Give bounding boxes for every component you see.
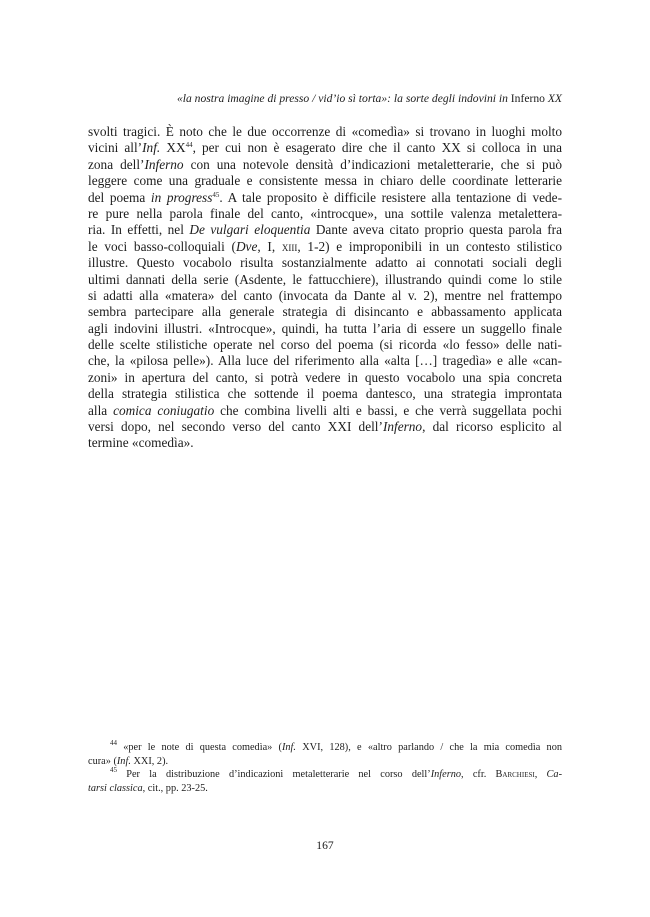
text: cura» ( bbox=[88, 755, 117, 767]
text: , per cui non è esagerato dire che il canto XX si colloca in una bbox=[192, 140, 563, 156]
text-italic: De vulgari eloquentia bbox=[189, 222, 311, 238]
body-line-20 bbox=[88, 435, 562, 451]
footnote-number: 44 bbox=[110, 739, 117, 747]
footnote-45-cont bbox=[88, 782, 562, 796]
page-number: 167 bbox=[316, 839, 334, 852]
text: illustre. Questo vocabolo risulta sostanzialmente adatto ai connotati sociali degli bbox=[88, 255, 562, 271]
text: , 1-2) e improponibili in un contesto stilistico bbox=[297, 238, 562, 254]
text-italic: Inferno bbox=[430, 769, 461, 781]
footnote-ref-45[interactable]: 45 bbox=[212, 190, 220, 199]
text: zoni» in apertura del canto, si potrà vedere in questo vocabolo una spia concreta bbox=[88, 369, 562, 385]
footnotes bbox=[88, 741, 562, 795]
footnote-number: 45 bbox=[110, 766, 117, 775]
text: Per la distribuzione d’indicazioni metaletterarie nel corso dell’ bbox=[117, 769, 431, 781]
text: , cit., pp. 23-25. bbox=[142, 782, 208, 794]
running-head-canto: XX bbox=[547, 92, 562, 105]
text: zona dell’ bbox=[88, 156, 145, 172]
footnote-ref-44[interactable]: 44 bbox=[185, 141, 193, 150]
text: delle scelte stilistiche operate nel corso del poema (si ricorda «lo fesso» delle nati- bbox=[88, 337, 562, 353]
body-line-4 bbox=[88, 173, 562, 189]
text: re pure nella parola finale del canto, «introcque», una sottile valenza metalettera- bbox=[88, 205, 562, 221]
text: si adatti alla «matera» del canto (invocata da Dante al v. 2), mentre nel frattempo bbox=[88, 287, 562, 303]
text-italic: Inferno bbox=[144, 156, 184, 172]
text: che combina livelli alti e bassi, e che verrà suggellata pochi bbox=[214, 402, 562, 418]
footnote-44-cont bbox=[88, 755, 562, 769]
body-line-19 bbox=[88, 419, 562, 435]
text: , bbox=[534, 769, 547, 781]
text-italic: tarsi classica bbox=[88, 782, 143, 794]
body-line-2 bbox=[88, 140, 562, 156]
body-line-17 bbox=[88, 386, 562, 402]
text: con una notevole densità d’indicazioni metaletterarie, che si può bbox=[183, 156, 562, 172]
body-line-7 bbox=[88, 222, 562, 238]
text: , cfr. bbox=[461, 769, 496, 781]
body-line-16 bbox=[88, 370, 562, 386]
footnote-44 bbox=[88, 741, 562, 755]
text: versi dopo, nel secondo verso del canto XXI dell’ bbox=[88, 419, 383, 435]
author-name: Barchiesi bbox=[495, 769, 535, 781]
text: , dal ricorso esplicito al bbox=[422, 419, 562, 435]
text-smallcaps: xiii bbox=[281, 238, 298, 254]
text: , I, bbox=[257, 238, 282, 254]
text: alla bbox=[88, 402, 114, 418]
text: . A tale proposito è difficile resistere alla tentazione di vede- bbox=[219, 189, 562, 205]
text: vicini all’ bbox=[88, 140, 143, 156]
text: che, la «pilosa pelle»). Alla luce del riferimento alla «alta […] tragedìa» e alle «can- bbox=[88, 353, 562, 369]
text-italic: Dve bbox=[235, 238, 258, 254]
body-line-15 bbox=[88, 353, 562, 369]
text-italic: Inf. bbox=[281, 742, 296, 753]
running-head bbox=[88, 92, 562, 106]
running-head-title: «la nostra imagine di presso / vid’io sì torta»: la sorte degli indovini in bbox=[176, 92, 508, 105]
text: sembra partecipare alla generale strategia di disincanto e abbassamento applicata bbox=[88, 304, 562, 320]
text: Dante aveva citato proprio questa parola fra bbox=[310, 222, 563, 238]
text-italic: Inferno bbox=[382, 419, 423, 435]
text: le voci basso-colloquiali ( bbox=[88, 238, 236, 254]
text-italic: Inf. bbox=[116, 755, 131, 767]
text-italic: Ca- bbox=[546, 769, 562, 781]
body-line-9 bbox=[88, 255, 562, 271]
body-paragraph bbox=[88, 124, 562, 452]
text-italic: in progress bbox=[150, 189, 213, 205]
text-italic: comica coniugatio bbox=[113, 402, 215, 418]
body-line-5 bbox=[88, 190, 562, 206]
body-line-10 bbox=[88, 272, 562, 288]
text: XXI, 2). bbox=[130, 755, 169, 767]
text: ria. In effetti, nel bbox=[88, 222, 190, 238]
body-line-8 bbox=[88, 239, 562, 255]
text: del poema bbox=[88, 189, 151, 205]
text: ultimi dannati della serie (Asdente, le fattucchiere), illustrando quindi come lo stile bbox=[88, 271, 562, 287]
text: termine «comedìa». bbox=[88, 435, 194, 451]
body-line-6 bbox=[88, 206, 562, 222]
text: XVI, 128), e «altro parlando / che la mia comedìa non bbox=[295, 742, 562, 753]
body-line-14 bbox=[88, 337, 562, 353]
text: «per le note di questa comedìa» ( bbox=[117, 742, 282, 753]
running-head-inferno: Inferno bbox=[507, 92, 548, 105]
body-line-12 bbox=[88, 304, 562, 320]
body-line-13 bbox=[88, 321, 562, 337]
body-line-1 bbox=[88, 124, 562, 140]
body-line-11 bbox=[88, 288, 562, 304]
text: svolti tragici. È noto che le due occorrenze di «comedìa» si trovano in luoghi molto bbox=[88, 124, 562, 139]
footnote-45 bbox=[88, 768, 562, 782]
body-line-18 bbox=[88, 403, 562, 419]
body-line-3 bbox=[88, 157, 562, 173]
text: della strategia stilistica che sottende il poema dantesco, una strategia improntata bbox=[88, 386, 562, 402]
text: leggere come una graduale e consistente messa in chiaro delle coordinate letterarie bbox=[88, 173, 562, 189]
text: agli indovini illustri. «Introcque», quindi, ha tutta l’aria di essere un suggello finale bbox=[88, 320, 562, 336]
text: XX bbox=[160, 140, 186, 156]
text-italic: Inf. bbox=[142, 140, 161, 156]
